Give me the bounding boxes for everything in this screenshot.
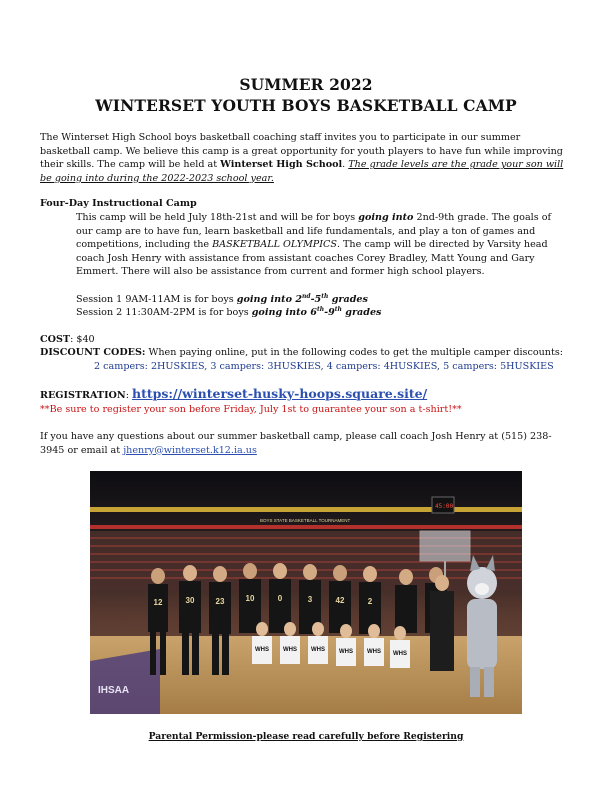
session-2-end: grades (341, 307, 382, 318)
basketball-olympics: BASKETBALL OLYMPICS (212, 239, 337, 251)
team-photo (90, 471, 522, 714)
discount-label: DISCOUNT CODES: (40, 347, 146, 358)
shot-clock: 45:00 (435, 503, 454, 510)
cheer-text: WHS (311, 647, 325, 653)
camp-desc-text-3: . The camp will be directed by Varsity head coach Josh Henry with assistance from assistant coaches Corey Bradley, Matt Young and Gary Emmert. There will also be assistance from current and former high school players. (76, 239, 548, 278)
session-2-text: Session 2 11:30AM-2PM is for boys (76, 307, 252, 318)
tshirt-warning: **Be sure to register your son before Friday, July 1st to guarantee your son a t-shirt!** (40, 404, 462, 415)
discount-text: When paying online, put in the following codes to get the multiple camper discounts: (145, 347, 563, 358)
jersey-number: 2 (367, 597, 373, 606)
cost-label: COST (40, 334, 71, 345)
arena-banner: BOYS STATE BASKETBALL TOURNAMENT (260, 518, 351, 523)
cheer-text: WHS (255, 647, 269, 653)
registration-line (40, 387, 570, 403)
contact-text: If you have any questions about our summer basketball camp, please call coach Josh Henry at (515) 238-3945 or email at (40, 431, 552, 456)
parental-permission-heading: Parental Permission-please read carefully before Registering (148, 731, 464, 742)
camp-desc-text: This camp will be held July 18th-21st and will be for boys (76, 212, 359, 223)
jersey-number: 23 (215, 597, 225, 606)
title-line-1: SUMMER 2022 (239, 75, 373, 94)
jersey-number: 0 (277, 594, 283, 603)
session-1-sup-2: th (321, 293, 329, 300)
camp-heading: Four-Day Instructional Camp (40, 198, 197, 209)
cheer-text: WHS (393, 651, 407, 657)
title-line-2: WINTERSET YOUTH BOYS BASKETBALL CAMP (95, 96, 517, 115)
intro-text: The Winterset High School boys basketball coaching staff invites you to participate in our summer basketball camp. We believe this camp is a great opportunity for youth players to have fun while improving their skills. The camp will be held at (40, 132, 563, 171)
intro-location: Winterset High School (220, 159, 343, 171)
intro-text-2: . (342, 159, 349, 171)
session-1-em: going into 2 (236, 294, 302, 305)
session-1-mid: -5 (310, 294, 322, 305)
cost-value: : $40 (70, 334, 95, 345)
session-1-sup: nd (302, 293, 311, 300)
contact-paragraph (40, 430, 570, 457)
intro-paragraph (40, 131, 570, 185)
registration-colon: : (125, 390, 132, 401)
registration-link[interactable]: https://winterset-husky-hoops.square.site/ (131, 386, 428, 401)
discount-codes: 2 campers: 2HUSKIES, 3 campers: 3HUSKIES, 4 campers: 4HUSKIES, 5 campers: 5HUSKIES (94, 361, 554, 372)
cost-line (40, 333, 570, 347)
email-link[interactable]: jhenry@winterset.k12.ia.us (123, 444, 257, 456)
cheer-text: WHS (339, 649, 353, 655)
camp-desc-text-2: 2nd-9th grade. The goals of our camp are to have fun, learn basketball and life fundamentals, and play a ton of games and competitions, including the (76, 212, 552, 251)
session-2-mid: -9 (324, 307, 335, 318)
session-1 (76, 293, 570, 307)
camp-desc-emphasis: going into (358, 212, 414, 223)
jersey-number: 10 (245, 594, 255, 603)
session-2 (76, 306, 570, 320)
floor-logo: IHSAA (98, 685, 130, 696)
jersey-number: 42 (335, 596, 345, 605)
discount-line (40, 346, 570, 360)
jersey-number: 3 (307, 595, 313, 604)
session-1-text: Session 1 9AM-11AM is for boys (76, 294, 237, 305)
cheer-text: WHS (367, 649, 381, 655)
grade-note: The grade levels are the grade your son will be going into during the 2022-2023 school year. (40, 159, 564, 184)
session-1-end: grades (328, 294, 368, 305)
session-2-sup: th (316, 306, 325, 313)
session-2-sup-2: th (334, 306, 342, 313)
cheer-text: WHS (283, 647, 297, 653)
registration-label: REGISTRATION (40, 390, 126, 401)
jersey-number: 30 (185, 596, 195, 605)
jersey-number: 12 (153, 598, 163, 607)
session-2-em: going into 6 (251, 307, 317, 318)
camp-description (76, 211, 570, 279)
